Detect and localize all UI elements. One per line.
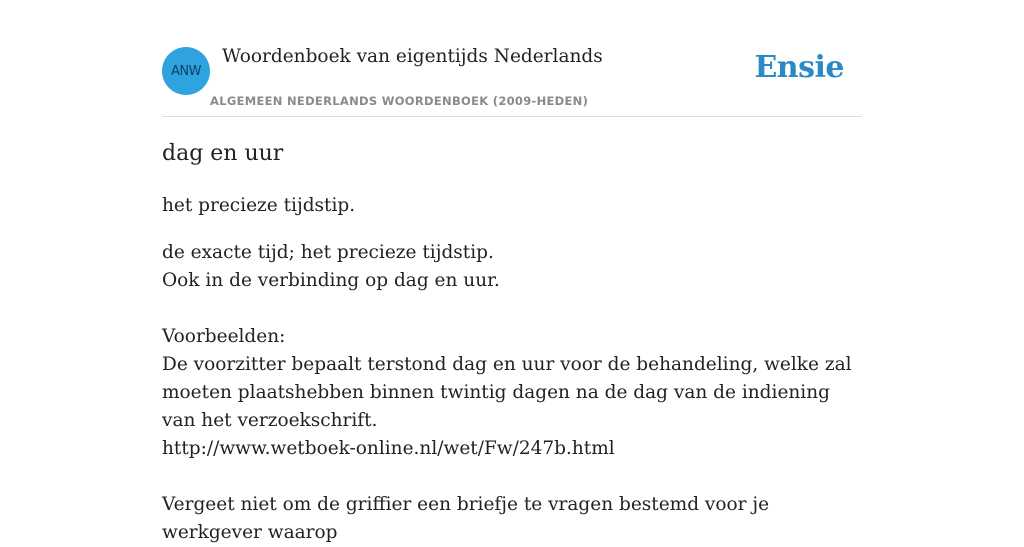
example-text: Vergeet niet om de griffier een briefje te vragen bestemd voor je werkgever waarop	[162, 494, 770, 543]
entry-term: dag en uur	[162, 141, 284, 166]
dictionary-title[interactable]: Woordenboek van eigentijds Nederlands	[222, 46, 603, 67]
anw-logo[interactable]	[162, 47, 210, 95]
examples-heading: Voorbeelden:	[162, 326, 286, 347]
example-source: http://www.wetboek-online.nl/wet/Fw/247b.html	[162, 438, 615, 459]
dictionary-subtitle: ALGEMEEN NEDERLANDS WOORDENBOEK (2009-HEDEN)	[210, 94, 589, 108]
entry-content	[162, 138, 862, 547]
example-text: De voorzitter bepaalt terstond dag en uur voor de behandeling, welke zal moeten plaatshebben binnen twintig dagen na de dag van de indiening van het verzoekschrift.	[162, 354, 852, 431]
short-definition: het precieze tijdstip.	[162, 195, 356, 216]
dictionary-header	[162, 0, 862, 117]
definition-line: Ook in de verbinding op dag en uur.	[162, 270, 500, 291]
definition-body	[162, 239, 862, 547]
ensie-brand-logo[interactable]: Ensie	[754, 50, 844, 85]
definition-line: de exacte tijd; het precieze tijdstip.	[162, 242, 494, 263]
logo-text: ANW	[171, 63, 201, 79]
